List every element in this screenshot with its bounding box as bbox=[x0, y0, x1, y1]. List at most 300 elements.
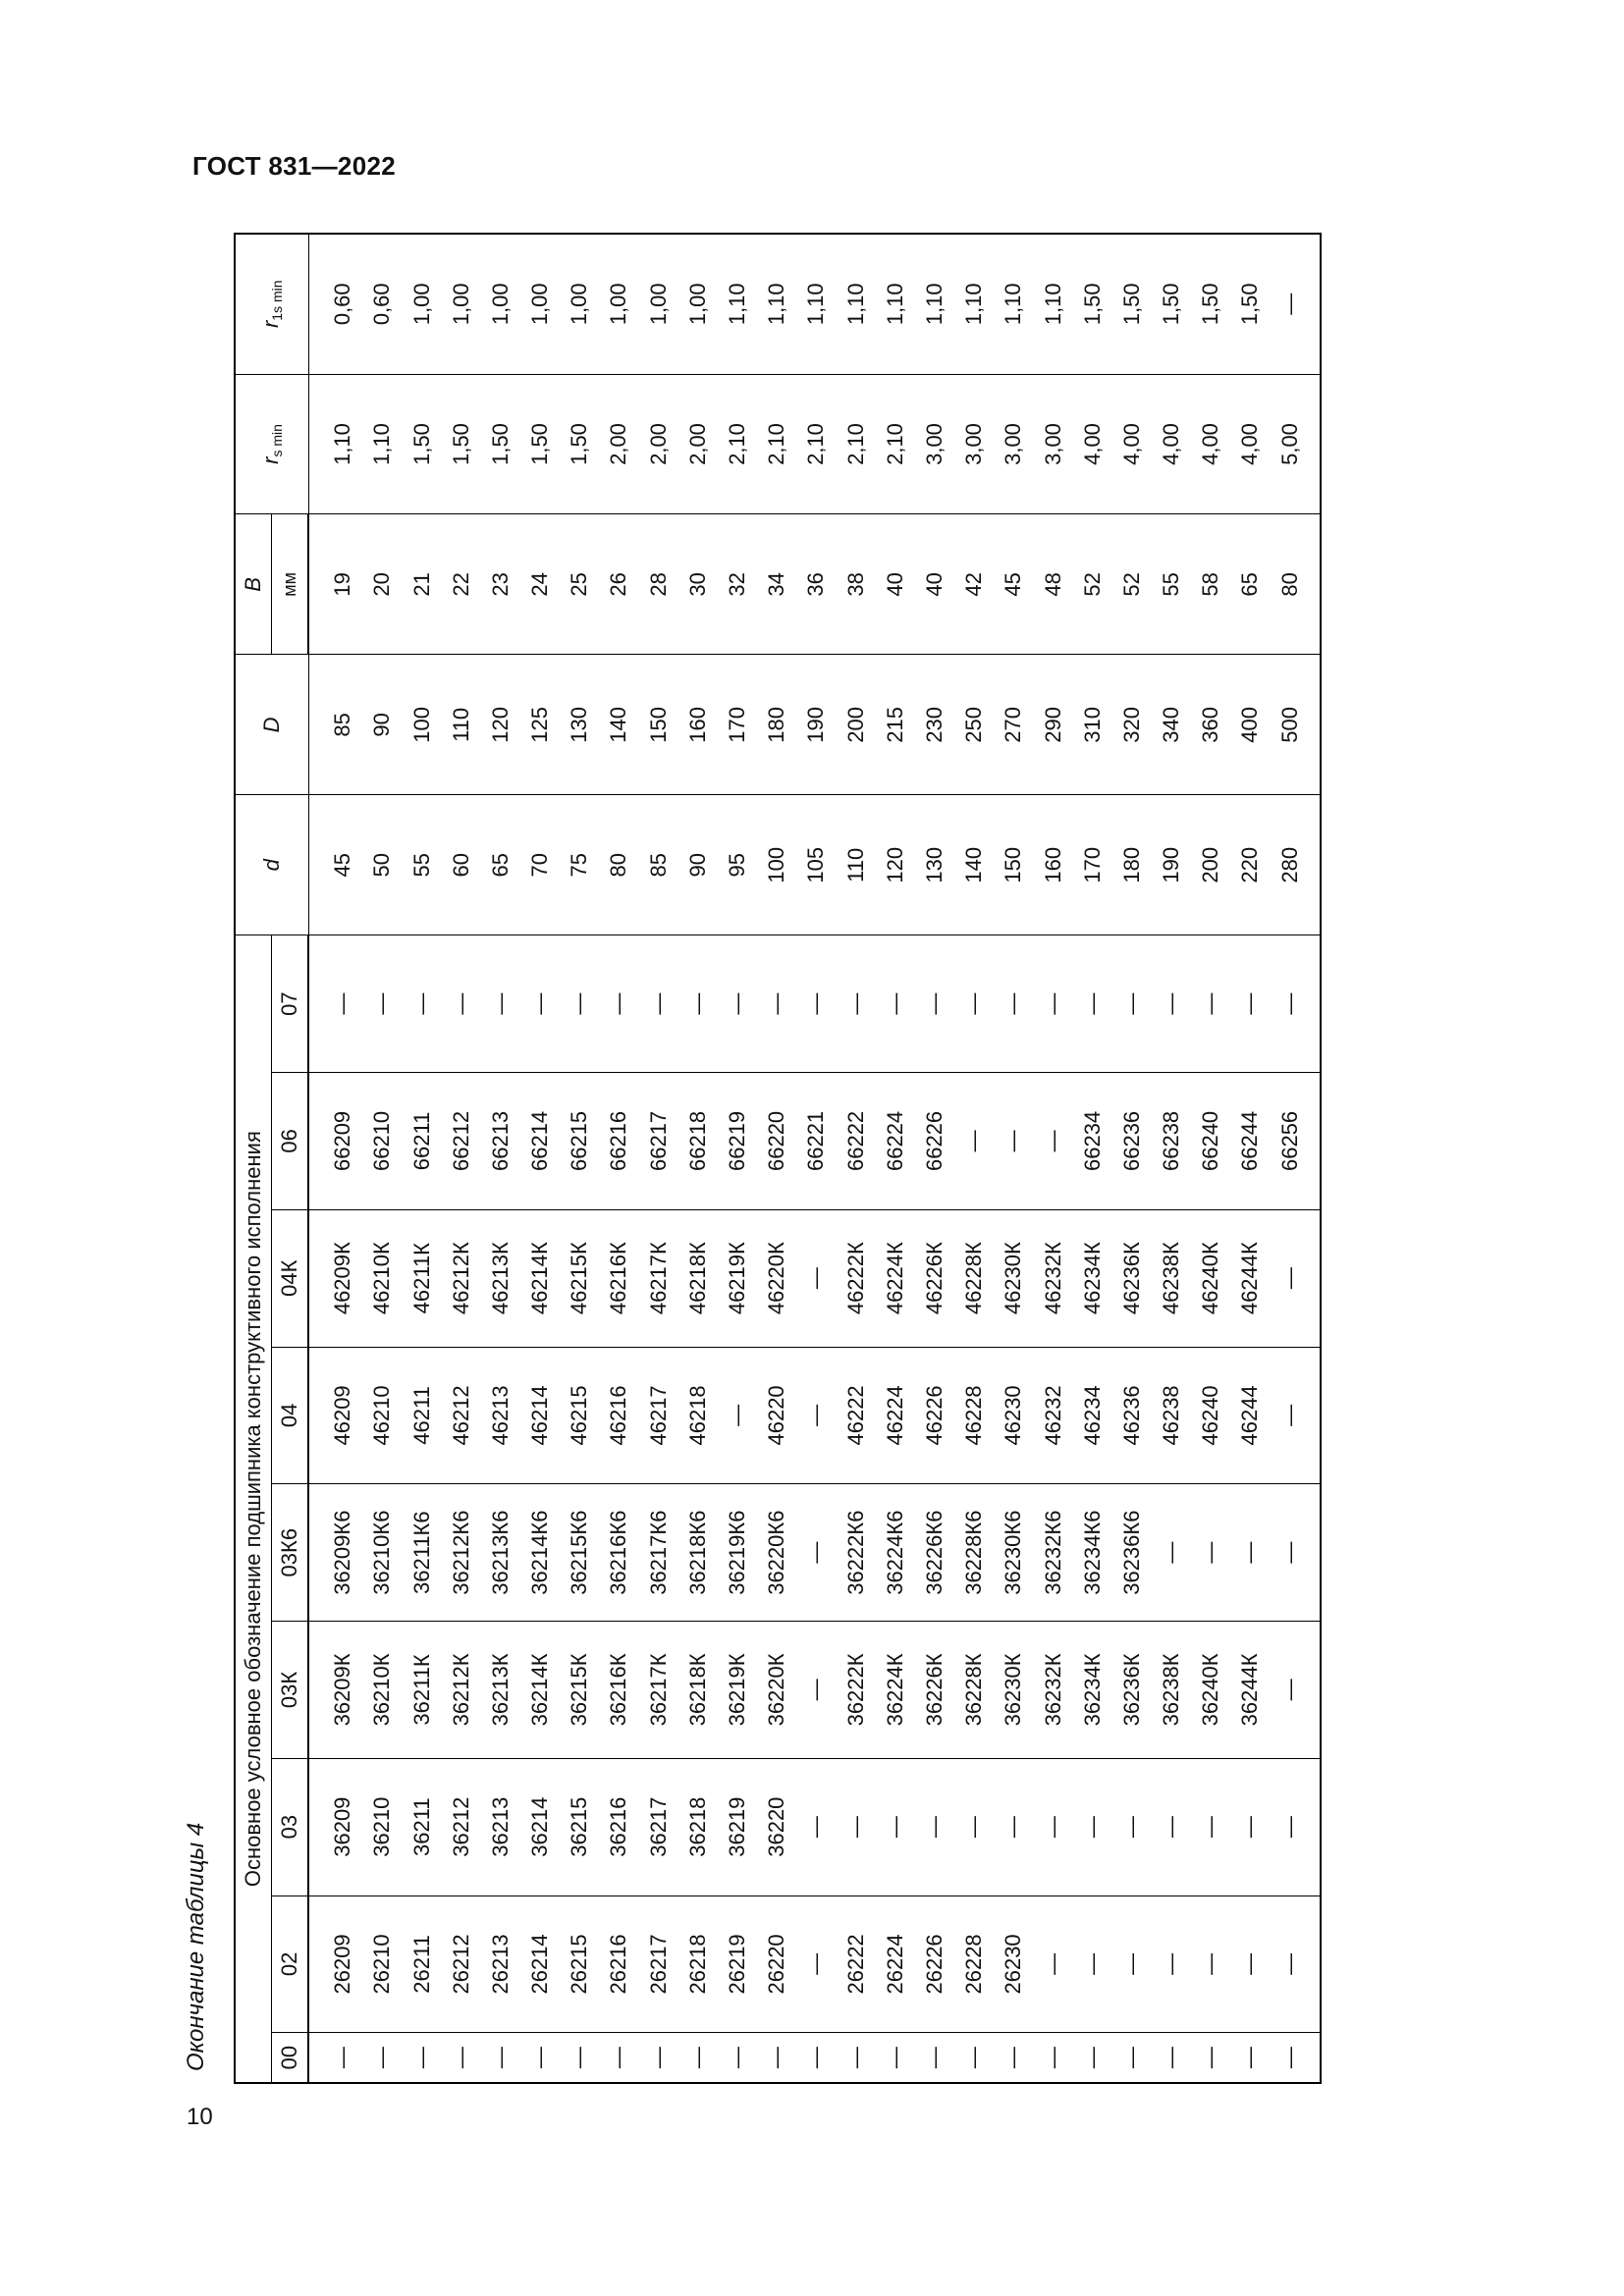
table-cell: — bbox=[1271, 1896, 1321, 2033]
table-cell: 180 bbox=[757, 655, 796, 795]
table-cell: — bbox=[876, 935, 915, 1073]
table-cell: 46228 bbox=[954, 1347, 994, 1484]
table-cell: 46213К bbox=[481, 1209, 520, 1347]
table-cell: 400 bbox=[1230, 655, 1270, 795]
table-cell: — bbox=[1033, 1896, 1072, 2033]
table-cell: 46226К bbox=[915, 1209, 954, 1347]
table-cell: 36215К6 bbox=[560, 1484, 599, 1622]
table-row bbox=[757, 234, 796, 2083]
table-cell: 40 bbox=[876, 514, 915, 655]
table-cell: 46236К bbox=[1112, 1209, 1152, 1347]
table-cell: 46240 bbox=[1191, 1347, 1230, 1484]
table-cell: 1,00 bbox=[639, 234, 678, 374]
table-row bbox=[362, 234, 402, 2083]
table-cell: 66214 bbox=[520, 1073, 560, 1210]
table-cell: — bbox=[308, 935, 362, 1073]
document-header: ГОСТ 831—2022 bbox=[192, 151, 396, 181]
table-cell: 2,10 bbox=[718, 374, 757, 514]
table-cell: — bbox=[994, 2033, 1033, 2083]
table-cell: 1,10 bbox=[994, 234, 1033, 374]
table-cell: 36213 bbox=[481, 1758, 520, 1896]
col-03: 03 bbox=[272, 1758, 309, 1896]
table-cell: 52 bbox=[1112, 514, 1152, 655]
table-cell: 140 bbox=[954, 795, 994, 935]
table-cell: 36219К bbox=[718, 1622, 757, 1759]
table-cell: 46232 bbox=[1033, 1347, 1072, 1484]
table-cell: 1,50 bbox=[1112, 234, 1152, 374]
col-00: 00 bbox=[272, 2033, 309, 2083]
table-row bbox=[599, 234, 638, 2083]
table-cell: — bbox=[362, 2033, 402, 2083]
table-cell: — bbox=[994, 935, 1033, 1073]
table-cell: 26219 bbox=[718, 1896, 757, 2033]
r1s-subscript: 1s min bbox=[269, 280, 286, 321]
table-cell: 140 bbox=[599, 655, 638, 795]
table-cell: — bbox=[1152, 1896, 1191, 2033]
table-body bbox=[308, 234, 1321, 2083]
table-cell: — bbox=[796, 2033, 836, 2083]
table-cell: 1,00 bbox=[599, 234, 638, 374]
table-cell: — bbox=[954, 935, 994, 1073]
table-cell: 1,50 bbox=[1152, 234, 1191, 374]
table-row bbox=[402, 234, 441, 2083]
table-cell: 66236 bbox=[1112, 1073, 1152, 1210]
table-cell: 36214 bbox=[520, 1758, 560, 1896]
table-cell: — bbox=[639, 935, 678, 1073]
table-cell: 60 bbox=[442, 795, 481, 935]
table-cell: 1,10 bbox=[796, 234, 836, 374]
table-cell: — bbox=[1112, 1758, 1152, 1896]
table-cell: 26217 bbox=[639, 1896, 678, 2033]
table-cell: — bbox=[560, 935, 599, 1073]
table-cell: 46217 bbox=[639, 1347, 678, 1484]
table-cell: 1,00 bbox=[678, 234, 718, 374]
table-cell: 46214К bbox=[520, 1209, 560, 1347]
table-cell: 46218 bbox=[678, 1347, 718, 1484]
table-cell: 66211 bbox=[402, 1073, 441, 1210]
table-cell: 46240К bbox=[1191, 1209, 1230, 1347]
col-03K6: 03К6 bbox=[272, 1484, 309, 1622]
table-cell: 26226 bbox=[915, 1896, 954, 2033]
table-cell: 85 bbox=[308, 655, 362, 795]
table-cell: 310 bbox=[1073, 655, 1112, 795]
table-cell: 150 bbox=[639, 655, 678, 795]
table-cell: 180 bbox=[1112, 795, 1152, 935]
table-cell: 5,00 bbox=[1271, 374, 1321, 514]
table-cell: 26214 bbox=[520, 1896, 560, 2033]
table-cell: 66234 bbox=[1073, 1073, 1112, 1210]
table-cell: 75 bbox=[560, 795, 599, 935]
table-row bbox=[954, 234, 994, 2083]
table-cell: — bbox=[796, 1622, 836, 1759]
col-r1s-min bbox=[235, 234, 308, 374]
table-cell: 26215 bbox=[560, 1896, 599, 2033]
table-cell: — bbox=[915, 2033, 954, 2083]
table-cell: — bbox=[1230, 2033, 1270, 2083]
table-cell: 4,00 bbox=[1230, 374, 1270, 514]
table-cell: — bbox=[1230, 1758, 1270, 1896]
table-cell: 36215 bbox=[560, 1758, 599, 1896]
table-cell: 1,50 bbox=[1073, 234, 1112, 374]
table-cell: 36217К6 bbox=[639, 1484, 678, 1622]
table-cell: 200 bbox=[1191, 795, 1230, 935]
table-cell: 1,00 bbox=[442, 234, 481, 374]
table-cell: 23 bbox=[481, 514, 520, 655]
table-row bbox=[1152, 234, 1191, 2083]
table-row bbox=[520, 234, 560, 2083]
table-cell: 42 bbox=[954, 514, 994, 655]
table-cell: 2,10 bbox=[757, 374, 796, 514]
table-cell: 1,50 bbox=[560, 374, 599, 514]
table-cell: — bbox=[520, 2033, 560, 2083]
table-cell: 46217К bbox=[639, 1209, 678, 1347]
table-cell: 36244К bbox=[1230, 1622, 1270, 1759]
table-cell: 36213К6 bbox=[481, 1484, 520, 1622]
col-d: d bbox=[235, 795, 308, 935]
table-cell: 1,10 bbox=[757, 234, 796, 374]
table-cell: 190 bbox=[1152, 795, 1191, 935]
table-cell: — bbox=[1230, 1896, 1270, 2033]
table-cell: 24 bbox=[520, 514, 560, 655]
table-cell: 26 bbox=[599, 514, 638, 655]
table-cell: 65 bbox=[1230, 514, 1270, 655]
table-cell: 36212К6 bbox=[442, 1484, 481, 1622]
table-cell: 32 bbox=[718, 514, 757, 655]
table-cell: 66220 bbox=[757, 1073, 796, 1210]
table-cell: 340 bbox=[1152, 655, 1191, 795]
table-cell: 90 bbox=[362, 655, 402, 795]
table-cell: 36209 bbox=[308, 1758, 362, 1896]
table-cell: 500 bbox=[1271, 655, 1321, 795]
table-cell: 36216К6 bbox=[599, 1484, 638, 1622]
table-cell: 38 bbox=[837, 514, 876, 655]
table-cell: 46211К bbox=[402, 1209, 441, 1347]
table-cell: 190 bbox=[796, 655, 836, 795]
table-cell: 50 bbox=[362, 795, 402, 935]
col-04: 04 bbox=[272, 1347, 309, 1484]
table-cell: — bbox=[1033, 1758, 1072, 1896]
table-cell: — bbox=[718, 935, 757, 1073]
table-cell: — bbox=[1230, 1484, 1270, 1622]
table-cell: 46209К bbox=[308, 1209, 362, 1347]
table-cell: 36210К6 bbox=[362, 1484, 402, 1622]
table-cell: 1,00 bbox=[520, 234, 560, 374]
table-cell: 1,50 bbox=[1230, 234, 1270, 374]
table-cell: 36209К bbox=[308, 1622, 362, 1759]
table-cell: 90 bbox=[678, 795, 718, 935]
table-cell: 66210 bbox=[362, 1073, 402, 1210]
table-cell: — bbox=[718, 2033, 757, 2083]
table-cell: 150 bbox=[994, 795, 1033, 935]
table-cell: — bbox=[796, 1347, 836, 1484]
table-cell: 215 bbox=[876, 655, 915, 795]
table-cell: 120 bbox=[876, 795, 915, 935]
table-cell: 46234К bbox=[1073, 1209, 1112, 1347]
table-cell: 2,00 bbox=[639, 374, 678, 514]
table-cell: 1,50 bbox=[1191, 234, 1230, 374]
table-cell: 46238К bbox=[1152, 1209, 1191, 1347]
table-cell: 36228К bbox=[954, 1622, 994, 1759]
table-cell: 36232К bbox=[1033, 1622, 1072, 1759]
table-cell: 2,00 bbox=[599, 374, 638, 514]
table-row bbox=[1112, 234, 1152, 2083]
table-cell: — bbox=[442, 935, 481, 1073]
table-cell: 170 bbox=[1073, 795, 1112, 935]
table-row bbox=[308, 234, 362, 2083]
table-cell: 46232К bbox=[1033, 1209, 1072, 1347]
table-cell: — bbox=[1073, 1896, 1112, 2033]
table-row bbox=[639, 234, 678, 2083]
table-cell: 46215 bbox=[560, 1347, 599, 1484]
table-cell: 66217 bbox=[639, 1073, 678, 1210]
table-cell: 46209 bbox=[308, 1347, 362, 1484]
table-row bbox=[442, 234, 481, 2083]
table-cell: 66221 bbox=[796, 1073, 836, 1210]
table-row bbox=[560, 234, 599, 2083]
table-cell: — bbox=[402, 935, 441, 1073]
bearing-designation-table bbox=[234, 233, 1322, 2084]
table-cell: — bbox=[757, 2033, 796, 2083]
table-cell: 1,00 bbox=[402, 234, 441, 374]
rs-subscript: s min bbox=[269, 424, 286, 457]
table-cell: 0,60 bbox=[308, 234, 362, 374]
table-cell: 2,00 bbox=[678, 374, 718, 514]
table-cell: 46219К bbox=[718, 1209, 757, 1347]
table-cell: — bbox=[1230, 935, 1270, 1073]
table-cell: — bbox=[915, 935, 954, 1073]
table-cell: 130 bbox=[915, 795, 954, 935]
table-cell: 80 bbox=[1271, 514, 1321, 655]
table-cell: 1,50 bbox=[481, 374, 520, 514]
table-cell: 26209 bbox=[308, 1896, 362, 2033]
table-row bbox=[837, 234, 876, 2083]
table-cell: 1,00 bbox=[560, 234, 599, 374]
table-cell: — bbox=[520, 935, 560, 1073]
col-07: 07 bbox=[272, 935, 309, 1073]
table-cell: 36210 bbox=[362, 1758, 402, 1896]
col-D: D bbox=[235, 655, 308, 795]
table-cell: 1,10 bbox=[837, 234, 876, 374]
col-rs-min bbox=[235, 374, 308, 514]
table-cell: 1,00 bbox=[481, 234, 520, 374]
table-cell: 200 bbox=[837, 655, 876, 795]
table-cell: 46215К bbox=[560, 1209, 599, 1347]
table-cell: 220 bbox=[1230, 795, 1270, 935]
table-cell: — bbox=[1191, 1896, 1230, 2033]
unit-label: мм bbox=[272, 514, 309, 655]
table-cell: — bbox=[1271, 1622, 1321, 1759]
table-cell: — bbox=[1073, 1758, 1112, 1896]
table-cell: 270 bbox=[994, 655, 1033, 795]
table-cell: 160 bbox=[678, 655, 718, 795]
table-row bbox=[1033, 234, 1072, 2083]
table-cell: 130 bbox=[560, 655, 599, 795]
table-cell: 100 bbox=[402, 655, 441, 795]
table-cell: 3,00 bbox=[1033, 374, 1072, 514]
table-row bbox=[915, 234, 954, 2083]
table-cell: 46212 bbox=[442, 1347, 481, 1484]
table-cell: 25 bbox=[560, 514, 599, 655]
table-cell: 100 bbox=[757, 795, 796, 935]
table-cell: — bbox=[796, 1758, 836, 1896]
table-cell: — bbox=[954, 2033, 994, 2083]
table-cell: 66219 bbox=[718, 1073, 757, 1210]
table-cell: 36236К6 bbox=[1112, 1484, 1152, 1622]
table-cell: 1,10 bbox=[1033, 234, 1072, 374]
table-cell: 48 bbox=[1033, 514, 1072, 655]
table-cell: 46226 bbox=[915, 1347, 954, 1484]
table-cell: — bbox=[994, 1758, 1033, 1896]
table-cell: 36234К bbox=[1073, 1622, 1112, 1759]
table-cell: — bbox=[1152, 1484, 1191, 1622]
header-row-1 bbox=[235, 234, 272, 2083]
table-cell: 58 bbox=[1191, 514, 1230, 655]
table-cell: 1,10 bbox=[915, 234, 954, 374]
table-cell: — bbox=[678, 2033, 718, 2083]
table-cell: — bbox=[1073, 2033, 1112, 2083]
table-cell: 36224К6 bbox=[876, 1484, 915, 1622]
table-cell: 280 bbox=[1271, 795, 1321, 935]
table-cell: — bbox=[1112, 2033, 1152, 2083]
table-cell: 36230К6 bbox=[994, 1484, 1033, 1622]
table-cell: — bbox=[718, 1347, 757, 1484]
table-row bbox=[1073, 234, 1112, 2083]
table-cell: — bbox=[954, 1758, 994, 1896]
table-cell: 36226К bbox=[915, 1622, 954, 1759]
table-cell: — bbox=[678, 935, 718, 1073]
table-cell: 36217К bbox=[639, 1622, 678, 1759]
table-row bbox=[718, 234, 757, 2083]
table-cell: 66209 bbox=[308, 1073, 362, 1210]
table-cell: 160 bbox=[1033, 795, 1072, 935]
table-cell: 36224К bbox=[876, 1622, 915, 1759]
table-cell: 55 bbox=[1152, 514, 1191, 655]
table-cell: 36220 bbox=[757, 1758, 796, 1896]
table-cell: 46244К bbox=[1230, 1209, 1270, 1347]
table-cell: 36240К bbox=[1191, 1622, 1230, 1759]
table-cell: 22 bbox=[442, 514, 481, 655]
table-cell: 36216 bbox=[599, 1758, 638, 1896]
table-cell: 36216К bbox=[599, 1622, 638, 1759]
table-cell: 26230 bbox=[994, 1896, 1033, 2033]
table-cell: — bbox=[1152, 2033, 1191, 2083]
table-cell: 4,00 bbox=[1152, 374, 1191, 514]
table-cell: 19 bbox=[308, 514, 362, 655]
table-cell: 36210К bbox=[362, 1622, 402, 1759]
table-cell: 36232К6 bbox=[1033, 1484, 1072, 1622]
table-cell: — bbox=[1271, 2033, 1321, 2083]
table-cell: 20 bbox=[362, 514, 402, 655]
table-cell: — bbox=[1271, 1209, 1321, 1347]
table-cell: — bbox=[837, 1758, 876, 1896]
table-cell: — bbox=[796, 1484, 836, 1622]
table-cell: 1,10 bbox=[954, 234, 994, 374]
table-cell: 26212 bbox=[442, 1896, 481, 2033]
table-cell: — bbox=[837, 2033, 876, 2083]
table-cell: 66240 bbox=[1191, 1073, 1230, 1210]
col-03K: 03К bbox=[272, 1622, 309, 1759]
table-cell: 45 bbox=[994, 514, 1033, 655]
table-cell: 1,10 bbox=[362, 374, 402, 514]
table-cell: 46236 bbox=[1112, 1347, 1152, 1484]
table-cell: 66238 bbox=[1152, 1073, 1191, 1210]
table-row bbox=[1191, 234, 1230, 2083]
table-cell: — bbox=[954, 1073, 994, 1210]
table-cell: 3,00 bbox=[915, 374, 954, 514]
table-cell: — bbox=[1033, 1073, 1072, 1210]
table-cell: 36222К6 bbox=[837, 1484, 876, 1622]
table-cell: — bbox=[442, 2033, 481, 2083]
table-cell: 105 bbox=[796, 795, 836, 935]
table-cell: — bbox=[1152, 935, 1191, 1073]
table-cell: 36219К6 bbox=[718, 1484, 757, 1622]
table-cell: 36217 bbox=[639, 1758, 678, 1896]
table-cell: — bbox=[915, 1758, 954, 1896]
table-cell: 36234К6 bbox=[1073, 1484, 1112, 1622]
table-cell: 66212 bbox=[442, 1073, 481, 1210]
table-cell: 120 bbox=[481, 655, 520, 795]
table-row bbox=[876, 234, 915, 2083]
table-cell: 3,00 bbox=[954, 374, 994, 514]
table-cell: 36218 bbox=[678, 1758, 718, 1896]
table-cell: 46216 bbox=[599, 1347, 638, 1484]
table-row bbox=[678, 234, 718, 2083]
rotated-table-container bbox=[234, 233, 1322, 2084]
table-cell: 1,10 bbox=[718, 234, 757, 374]
table-cell: 36220К6 bbox=[757, 1484, 796, 1622]
table-cell: 46222К bbox=[837, 1209, 876, 1347]
table-cell: — bbox=[837, 935, 876, 1073]
table-cell: 52 bbox=[1073, 514, 1112, 655]
page-number: 10 bbox=[187, 2104, 213, 2130]
table-cell: 36212К bbox=[442, 1622, 481, 1759]
table-cell: 110 bbox=[442, 655, 481, 795]
table-cell: — bbox=[639, 2033, 678, 2083]
table-cell: 1,10 bbox=[308, 374, 362, 514]
table-cell: — bbox=[560, 2033, 599, 2083]
table-cell: 46213 bbox=[481, 1347, 520, 1484]
table-cell: 66226 bbox=[915, 1073, 954, 1210]
table-row bbox=[1271, 234, 1321, 2083]
table-cell: 26218 bbox=[678, 1896, 718, 2033]
table-cell: 66218 bbox=[678, 1073, 718, 1210]
table-cell: 46230 bbox=[994, 1347, 1033, 1484]
table-cell: 26211 bbox=[402, 1896, 441, 2033]
table-cell: — bbox=[876, 2033, 915, 2083]
table-cell: 1,50 bbox=[402, 374, 441, 514]
table-cell: 66244 bbox=[1230, 1073, 1270, 1210]
table-cell: 46218К bbox=[678, 1209, 718, 1347]
table-cell: — bbox=[599, 935, 638, 1073]
table-cell: 46238 bbox=[1152, 1347, 1191, 1484]
table-cell: 36238К bbox=[1152, 1622, 1191, 1759]
table-cell: 46220 bbox=[757, 1347, 796, 1484]
table-cell: 36211К bbox=[402, 1622, 441, 1759]
table-cell: 36218К6 bbox=[678, 1484, 718, 1622]
table-cell: 66256 bbox=[1271, 1073, 1321, 1210]
table-cell: 40 bbox=[915, 514, 954, 655]
table-cell: — bbox=[1271, 1347, 1321, 1484]
r-symbol: r bbox=[258, 456, 284, 464]
table-cell: 290 bbox=[1033, 655, 1072, 795]
table-cell: 26213 bbox=[481, 1896, 520, 2033]
table-cell: 0,60 bbox=[362, 234, 402, 374]
table-cell: — bbox=[994, 1073, 1033, 1210]
table-cell: 34 bbox=[757, 514, 796, 655]
table-cell: 65 bbox=[481, 795, 520, 935]
table-cell: — bbox=[599, 2033, 638, 2083]
col-04K: 04К bbox=[272, 1209, 309, 1347]
